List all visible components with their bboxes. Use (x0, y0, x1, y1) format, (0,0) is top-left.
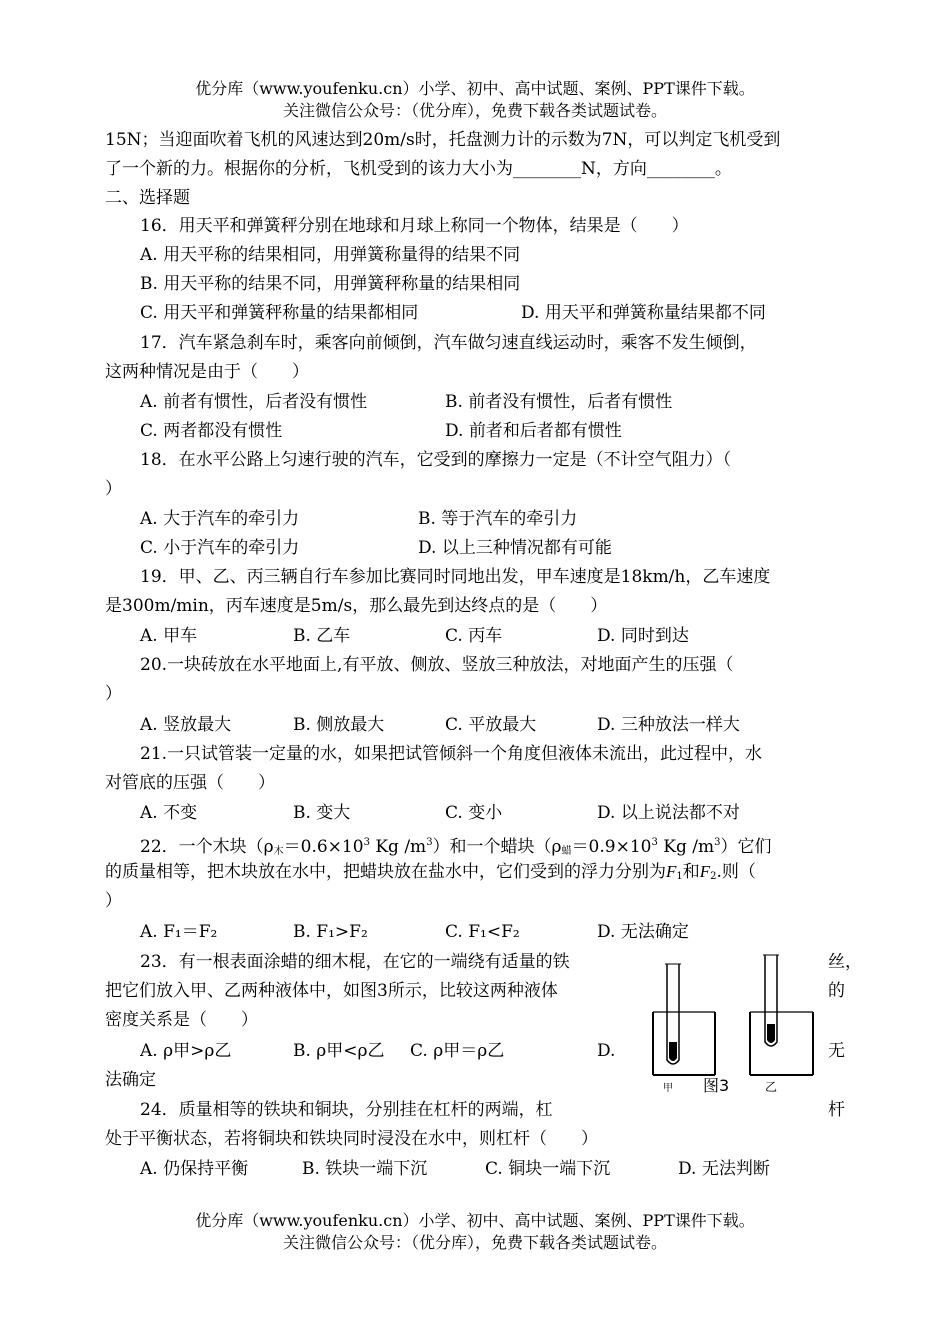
q22-sup: 3 (651, 837, 658, 848)
q22-f2-sub: 2 (710, 871, 717, 882)
figure-3-diagram (645, 950, 840, 1100)
q23-option-d: D. (597, 1041, 616, 1061)
q22-text: .则（ (716, 862, 756, 882)
q19-option-c: C. 丙车 (445, 626, 503, 646)
q19-option-a: A. 甲车 (140, 626, 198, 646)
q22-text: Kg /m (369, 837, 427, 857)
q22-f2: F (699, 862, 711, 881)
q19-stem-1: 19．甲、乙、丙三辆自行车参加比赛同时同地出发，甲车速度是18km/h，乙车速度 (140, 567, 771, 587)
q18-option-b: B. 等于汽车的牵引力 (418, 509, 578, 529)
q19-option-b: B. 乙车 (293, 626, 351, 646)
q22-sup: 3 (714, 837, 721, 848)
q23-option-b: B. ρ甲<ρ乙 (293, 1041, 385, 1061)
figure-caption: 图3 (703, 1076, 730, 1095)
q23-stem-2: 把它们放入甲、乙两种液体中，如图3所示，比较这两种液体 (105, 981, 558, 1001)
q21-option-a: A. 不变 (140, 803, 198, 823)
q20-stem-2: ） (105, 684, 122, 704)
q17-option-c: C. 两者都没有惯性 (140, 421, 283, 441)
intro-line-2: 了一个新的力。根据你的分析，飞机受到的该力大小为________N，方向________。 (105, 159, 732, 179)
q18-stem-1: 18．在水平公路上匀速行驶的汽车，它受到的摩擦力一定是（不计空气阻力）（ (140, 450, 732, 470)
q22-f1-sub: 1 (676, 871, 683, 882)
q20-stem-1: 20.一块砖放在水平地面上,有平放、侧放、竖放三种放法，对地面产生的压强（ (140, 655, 734, 675)
q17-option-a: A. 前者有惯性，后者没有惯性 (140, 392, 368, 412)
q17-stem-2: 这两种情况是由于（ ） (105, 362, 309, 382)
q22-text: ）它们 (720, 837, 772, 857)
q18-stem-2: ） (105, 479, 122, 499)
q24-option-c: C. 铜块一端下沉 (485, 1159, 611, 1179)
q22-text: 的质量相等，把木块放在水中，把蜡块放在盐水中，它们受到的浮力分别为 (105, 862, 666, 882)
q21-option-c: C. 变小 (445, 803, 503, 823)
q23-option-d-cont: 法确定 (105, 1070, 156, 1090)
q24-option-b: B. 铁块一端下沉 (302, 1159, 428, 1179)
q22-text: Kg /m (657, 837, 715, 857)
q22-text: 和 (682, 862, 700, 882)
q17-stem-1: 17．汽车紧急刹车时，乘客向前倾倒，汽车做匀速直线运动时，乘客不发生倾倒， (140, 333, 757, 353)
q21-stem-1: 21.一只试管装一定量的水，如果把试管倾斜一个角度但液体未流出，此过程中，水 (140, 744, 763, 764)
header-line-1: 优分库（www.youfenku.cn）小学、初中、高中试题、案例、PPT课件下载。 (195, 79, 755, 98)
q23-option-d-end: 无 (828, 1041, 845, 1061)
q22-sub-wood: 木 (273, 846, 284, 857)
q16-option-c: C. 用天平和弹簧秤称量的结果都相同 (140, 303, 419, 323)
q22-text: 22．一个木块（ρ (140, 837, 274, 857)
q22-option-c: C. F₁<F₂ (445, 922, 520, 942)
q16-option-a: A. 用天平称的结果相同，用弹簧称量得的结果不同 (140, 245, 521, 265)
q23-stem-3: 密度关系是（ ） (105, 1010, 258, 1030)
section-title: 二、选择题 (105, 188, 190, 208)
q21-option-b: B. 变大 (293, 803, 351, 823)
q24-option-a: A. 仍保持平衡 (140, 1159, 249, 1179)
q19-option-d: D. 同时到达 (597, 626, 689, 646)
q22-stem-3: ） (105, 891, 122, 911)
q22-option-b: B. F₁>F₂ (293, 922, 368, 942)
q22-sub-wax: 蜡 (561, 846, 572, 857)
q17-option-d: D. 前者和后者都有惯性 (445, 421, 622, 441)
figure-label-left: 甲 (663, 1083, 673, 1094)
q19-stem-2: 是300m/min，丙车速度是5m/s，那么最先到达终点的是（ ） (105, 596, 608, 616)
q22-f1: F (666, 862, 677, 881)
q20-option-c: C. 平放最大 (445, 715, 537, 735)
q18-option-c: C. 小于汽车的牵引力 (140, 538, 300, 558)
q24-option-d: D. 无法判断 (678, 1159, 770, 1179)
q20-option-b: B. 侧放最大 (293, 715, 385, 735)
q22-sup: 3 (426, 837, 433, 848)
test-tube-right (763, 955, 779, 1046)
footer-line-2: 关注微信公众号：（优分库），免费下载各类试题试卷。 (282, 1233, 667, 1252)
q20-option-a: A. 竖放最大 (140, 715, 232, 735)
q22-stem-2 (105, 858, 756, 891)
q21-stem-2: 对管底的压强（ ） (105, 773, 275, 793)
q24-stem-1: 24．质量相等的铁块和铜块，分别挂在杠杆的两端，杠 (140, 1100, 553, 1120)
q16-option-b: B. 用天平称的结果不同，用弹簧秤称量的结果相同 (140, 274, 521, 294)
q23-stem-1: 23．有一根表面涂蜡的细木棍，在它的一端绕有适量的铁 (140, 952, 570, 972)
header-line-2: 关注微信公众号：（优分库），免费下载各类试题试卷。 (282, 101, 667, 120)
intro-line-1: 15N；当迎面吹着飞机的风速达到20m/s时，托盘测力计的示数为7N，可以判定飞机受到 (105, 130, 781, 150)
q22-option-a: A. F₁＝F₂ (140, 922, 218, 942)
q21-option-d: D. 以上说法都不对 (597, 803, 740, 823)
q16-stem: 16．用天平和弹簧秤分别在地球和月球上称同一个物体，结果是（ ） (140, 216, 689, 236)
q22-text: ＝0.6×10 (283, 837, 364, 857)
q22-text: ＝0.9×10 (571, 837, 652, 857)
q24-stem-2: 处于平衡状态，若将铜块和铁块同时浸没在水中，则杠杆（ ） (105, 1129, 598, 1149)
q24-stem-1-end: 杆 (828, 1100, 845, 1120)
footer-line-1: 优分库（www.youfenku.cn）小学、初中、高中试题、案例、PPT课件下载。 (195, 1211, 755, 1230)
q22-sup: 3 (363, 837, 370, 848)
q18-option-a: A. 大于汽车的牵引力 (140, 509, 300, 529)
figure-label-right: 乙 (765, 1080, 778, 1094)
q17-option-b: B. 前者没有惯性，后者有惯性 (445, 392, 673, 412)
q20-option-d: D. 三种放法一样大 (597, 715, 740, 735)
beaker-left (653, 1012, 715, 1075)
q23-option-c: C. ρ甲＝ρ乙 (410, 1041, 505, 1061)
q23-stem-1-end: 丝， (828, 952, 862, 972)
test-tube-left (665, 964, 681, 1064)
beaker-right (750, 1012, 813, 1075)
q22-option-d: D. 无法确定 (597, 922, 689, 942)
q16-option-d: D. 用天平和弹簧称量结果都不同 (521, 303, 766, 323)
q22-text: ）和一个蜡块（ρ (432, 837, 562, 857)
q23-stem-2-end: 的 (828, 981, 845, 1001)
q18-option-d: D. 以上三种情况都有可能 (418, 538, 612, 558)
q23-option-a: A. ρ甲>ρ乙 (140, 1041, 232, 1061)
